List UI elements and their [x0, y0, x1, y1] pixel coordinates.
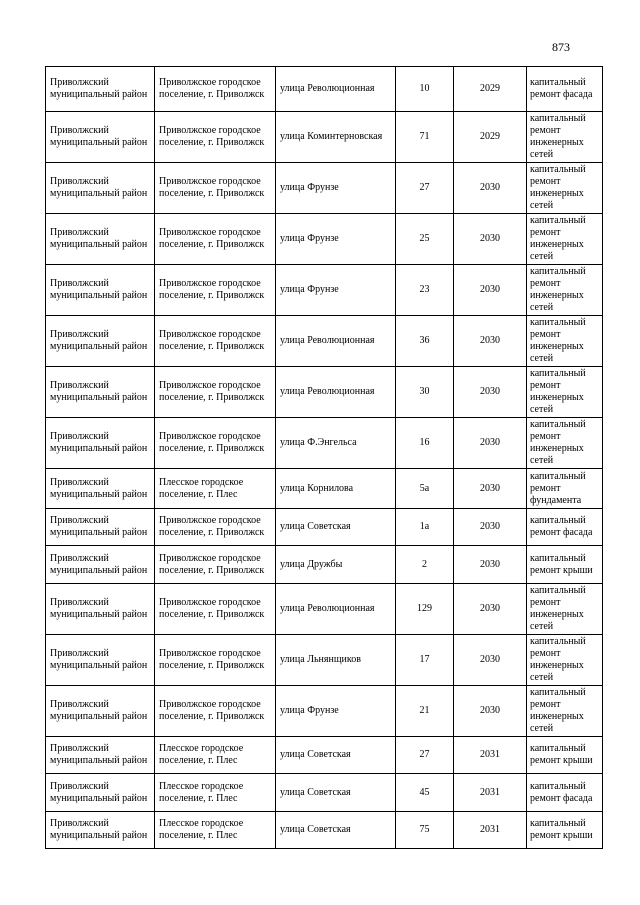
street-cell: улица Фрунзе: [276, 214, 396, 265]
table-row: [46, 214, 603, 265]
page-number: 873: [552, 40, 570, 54]
table-row: [46, 163, 603, 214]
house-number-cell: 21: [396, 686, 454, 737]
year-cell: 2030: [454, 509, 527, 546]
street-cell: улица Дружбы: [276, 546, 396, 584]
street-cell: улица Советская: [276, 812, 396, 849]
house-number-cell: 27: [396, 163, 454, 214]
house-number-cell: 75: [396, 812, 454, 849]
settlement-cell: Плесское городское поселение, г. Плес: [155, 737, 276, 774]
work-type-cell: капитальный ремонт инженерных сетей: [527, 265, 603, 316]
house-number-cell: 36: [396, 316, 454, 367]
house-number-cell: 1а: [396, 509, 454, 546]
district-cell: Приволжский муниципальный район: [46, 774, 155, 812]
street-cell: улица Фрунзе: [276, 163, 396, 214]
work-type-cell: капитальный ремонт фасада: [527, 509, 603, 546]
table-row: [46, 265, 603, 316]
table-row: [46, 316, 603, 367]
work-type-cell: капитальный ремонт инженерных сетей: [527, 214, 603, 265]
settlement-cell: Приволжское городское поселение, г. Приволжск: [155, 509, 276, 546]
street-cell: улица Революционная: [276, 584, 396, 635]
table-row: [46, 418, 603, 469]
house-number-cell: 10: [396, 67, 454, 112]
house-number-cell: 2: [396, 546, 454, 584]
table-row: [46, 635, 603, 686]
house-number-cell: 5а: [396, 469, 454, 509]
district-cell: Приволжский муниципальный район: [46, 214, 155, 265]
table-row: [46, 812, 603, 849]
work-type-cell: капитальный ремонт инженерных сетей: [527, 163, 603, 214]
year-cell: 2029: [454, 67, 527, 112]
work-type-cell: капитальный ремонт инженерных сетей: [527, 112, 603, 163]
settlement-cell: Плесское городское поселение, г. Плес: [155, 812, 276, 849]
district-cell: Приволжский муниципальный район: [46, 584, 155, 635]
work-type-cell: капитальный ремонт крыши: [527, 546, 603, 584]
settlement-cell: Приволжское городское поселение, г. Приволжск: [155, 584, 276, 635]
street-cell: улица Революционная: [276, 316, 396, 367]
work-type-cell: капитальный ремонт фундамента: [527, 469, 603, 509]
work-type-cell: капитальный ремонт инженерных сетей: [527, 584, 603, 635]
street-cell: улица Революционная: [276, 367, 396, 418]
settlement-cell: Приволжское городское поселение, г. Приволжск: [155, 635, 276, 686]
district-cell: Приволжский муниципальный район: [46, 469, 155, 509]
table-body: [46, 67, 603, 849]
house-number-cell: 30: [396, 367, 454, 418]
settlement-cell: Приволжское городское поселение, г. Приволжск: [155, 112, 276, 163]
district-cell: Приволжский муниципальный район: [46, 686, 155, 737]
settlement-cell: Приволжское городское поселение, г. Приволжск: [155, 546, 276, 584]
street-cell: улица Коминтерновская: [276, 112, 396, 163]
street-cell: улица Советская: [276, 509, 396, 546]
year-cell: 2030: [454, 469, 527, 509]
street-cell: улица Фрунзе: [276, 686, 396, 737]
house-number-cell: 45: [396, 774, 454, 812]
year-cell: 2030: [454, 265, 527, 316]
house-number-cell: 16: [396, 418, 454, 469]
table-row: [46, 67, 603, 112]
year-cell: 2029: [454, 112, 527, 163]
district-cell: Приволжский муниципальный район: [46, 163, 155, 214]
table-row: [46, 774, 603, 812]
settlement-cell: Приволжское городское поселение, г. Приволжск: [155, 214, 276, 265]
district-cell: Приволжский муниципальный район: [46, 418, 155, 469]
house-number-cell: 27: [396, 737, 454, 774]
street-cell: улица Советская: [276, 737, 396, 774]
district-cell: Приволжский муниципальный район: [46, 316, 155, 367]
year-cell: 2030: [454, 686, 527, 737]
housing-repair-table: [45, 66, 603, 849]
district-cell: Приволжский муниципальный район: [46, 635, 155, 686]
district-cell: Приволжский муниципальный район: [46, 265, 155, 316]
work-type-cell: капитальный ремонт инженерных сетей: [527, 686, 603, 737]
house-number-cell: 23: [396, 265, 454, 316]
work-type-cell: капитальный ремонт фасада: [527, 774, 603, 812]
table-row: [46, 112, 603, 163]
settlement-cell: Приволжское городское поселение, г. Приволжск: [155, 163, 276, 214]
settlement-cell: Плесское городское поселение, г. Плес: [155, 469, 276, 509]
house-number-cell: 71: [396, 112, 454, 163]
street-cell: улица Фрунзе: [276, 265, 396, 316]
street-cell: улица Льнянщиков: [276, 635, 396, 686]
district-cell: Приволжский муниципальный район: [46, 546, 155, 584]
district-cell: Приволжский муниципальный район: [46, 812, 155, 849]
house-number-cell: 17: [396, 635, 454, 686]
settlement-cell: Приволжское городское поселение, г. Приволжск: [155, 686, 276, 737]
year-cell: 2031: [454, 737, 527, 774]
year-cell: 2030: [454, 163, 527, 214]
street-cell: улица Ф.Энгельса: [276, 418, 396, 469]
table-row: [46, 584, 603, 635]
street-cell: улица Советская: [276, 774, 396, 812]
year-cell: 2031: [454, 774, 527, 812]
street-cell: улица Корнилова: [276, 469, 396, 509]
year-cell: 2030: [454, 214, 527, 265]
work-type-cell: капитальный ремонт фасада: [527, 67, 603, 112]
district-cell: Приволжский муниципальный район: [46, 737, 155, 774]
work-type-cell: капитальный ремонт инженерных сетей: [527, 316, 603, 367]
table-row: [46, 367, 603, 418]
house-number-cell: 129: [396, 584, 454, 635]
work-type-cell: капитальный ремонт инженерных сетей: [527, 367, 603, 418]
year-cell: 2030: [454, 546, 527, 584]
year-cell: 2030: [454, 316, 527, 367]
year-cell: 2031: [454, 812, 527, 849]
year-cell: 2030: [454, 418, 527, 469]
year-cell: 2030: [454, 635, 527, 686]
settlement-cell: Плесское городское поселение, г. Плес: [155, 774, 276, 812]
street-cell: улица Революционная: [276, 67, 396, 112]
work-type-cell: капитальный ремонт крыши: [527, 812, 603, 849]
settlement-cell: Приволжское городское поселение, г. Приволжск: [155, 367, 276, 418]
work-type-cell: капитальный ремонт крыши: [527, 737, 603, 774]
settlement-cell: Приволжское городское поселение, г. Приволжск: [155, 418, 276, 469]
district-cell: Приволжский муниципальный район: [46, 509, 155, 546]
settlement-cell: Приволжское городское поселение, г. Приволжск: [155, 316, 276, 367]
district-cell: Приволжский муниципальный район: [46, 367, 155, 418]
table-row: [46, 686, 603, 737]
settlement-cell: Приволжское городское поселение, г. Приволжск: [155, 67, 276, 112]
year-cell: 2030: [454, 584, 527, 635]
work-type-cell: капитальный ремонт инженерных сетей: [527, 418, 603, 469]
district-cell: Приволжский муниципальный район: [46, 112, 155, 163]
table-row: [46, 737, 603, 774]
year-cell: 2030: [454, 367, 527, 418]
work-type-cell: капитальный ремонт инженерных сетей: [527, 635, 603, 686]
district-cell: Приволжский муниципальный район: [46, 67, 155, 112]
table-row: [46, 546, 603, 584]
table-row: [46, 469, 603, 509]
house-number-cell: 25: [396, 214, 454, 265]
settlement-cell: Приволжское городское поселение, г. Приволжск: [155, 265, 276, 316]
table-row: [46, 509, 603, 546]
